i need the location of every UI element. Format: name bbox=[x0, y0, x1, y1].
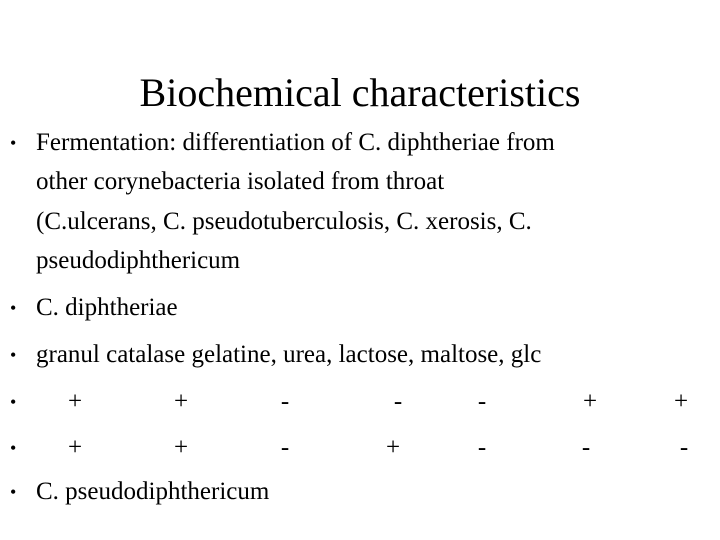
bullet-fermentation-line-3: (C.ulcerans, C. pseudotuberculosis, C. xerosis, C. bbox=[36, 208, 532, 235]
bullet-marker: • bbox=[10, 438, 17, 458]
bullet-marker: • bbox=[10, 482, 17, 502]
result-cell: + bbox=[582, 388, 598, 415]
result-cell: - bbox=[280, 388, 290, 415]
result-cell: - bbox=[477, 434, 487, 461]
bullet-marker: • bbox=[10, 345, 17, 365]
result-cell: + bbox=[173, 434, 189, 461]
result-cell: + bbox=[673, 388, 689, 415]
bullet-marker: • bbox=[10, 133, 17, 153]
result-cell: + bbox=[67, 434, 83, 461]
result-cell: + bbox=[67, 388, 83, 415]
result-cell: - bbox=[280, 434, 290, 461]
result-cell: + bbox=[385, 434, 401, 461]
bullet-marker: • bbox=[10, 392, 17, 412]
bullet-marker: • bbox=[10, 298, 17, 318]
result-cell: - bbox=[477, 388, 487, 415]
bullet-organism-1-text: C. diphtheriae bbox=[36, 294, 178, 321]
bullet-organism-2-text: C. pseudodiphthericum bbox=[36, 478, 270, 505]
result-cell: - bbox=[581, 434, 591, 461]
result-cell: - bbox=[679, 434, 689, 461]
bullet-fermentation-line-1: Fermentation: differentiation of C. diphtheriae from bbox=[36, 129, 555, 156]
result-cell: - bbox=[393, 388, 403, 415]
bullet-fermentation-line-2: other corynebacteria isolated from throat bbox=[36, 168, 445, 195]
slide-title: Biochemical characteristics bbox=[139, 70, 581, 115]
bullet-fermentation-line-4: pseudodiphthericum bbox=[36, 247, 241, 274]
bullet-test-headers-text: granul catalase gelatine, urea, lactose, maltose, glc bbox=[36, 341, 542, 368]
result-cell: + bbox=[173, 388, 189, 415]
